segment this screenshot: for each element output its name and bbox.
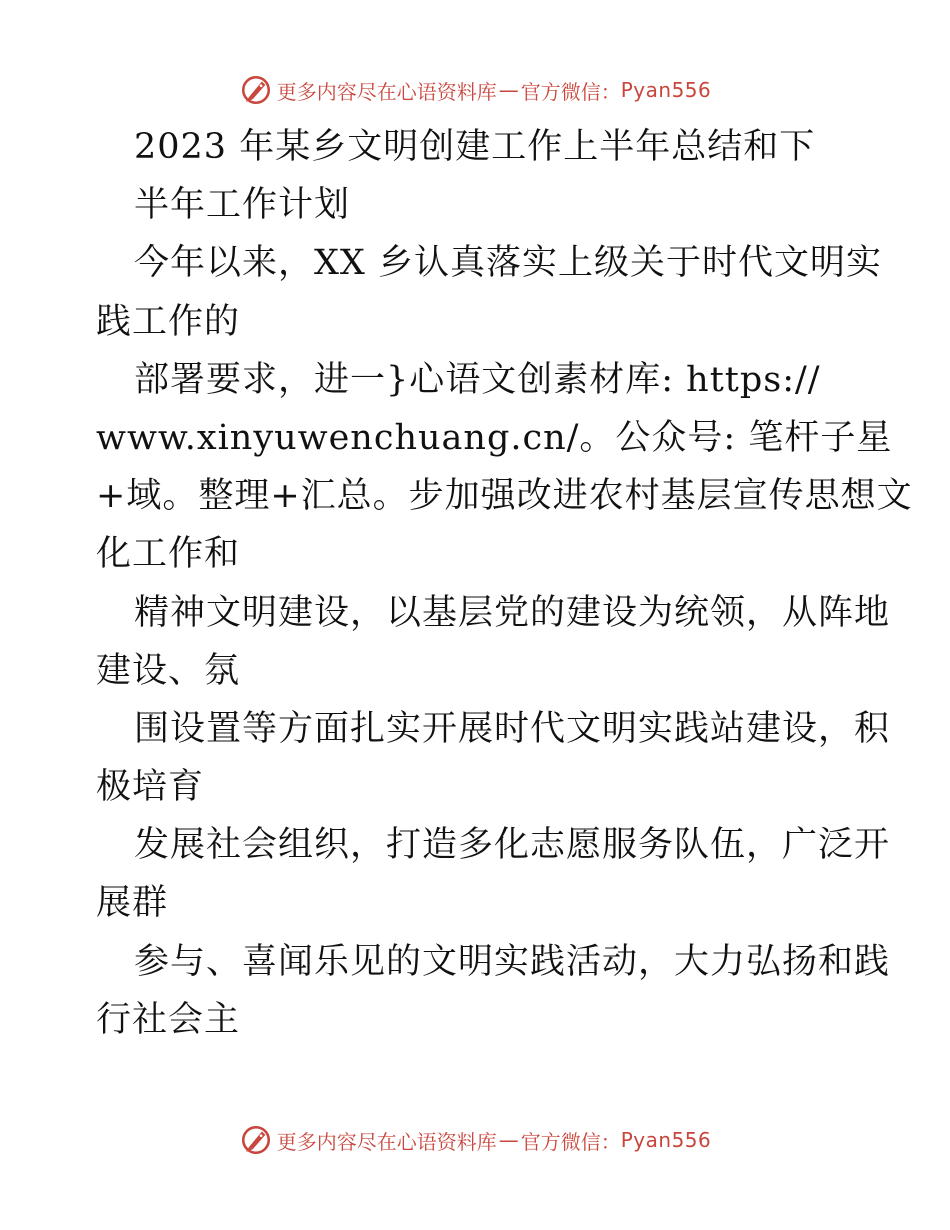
banner-separator: —	[498, 78, 519, 102]
document-line: 展群	[96, 883, 169, 924]
banner-wechat-label: 官方微信：	[520, 1129, 621, 1154]
banner-text: 更多内容尽在心语资料库	[276, 79, 497, 104]
document-line: 极培育	[96, 767, 205, 808]
document-line: 今年以来，XX 乡认真落实上级关于时代文明实	[134, 243, 882, 284]
banner-text: 更多内容尽在心语资料库	[276, 1129, 497, 1154]
banner-wechat-id: Pyan556	[620, 78, 712, 102]
document-line: 围设置等方面扎实开展时代文明实践站建设，积	[134, 708, 891, 749]
document-line: 部署要求，进一}心语文创素材库: https://	[134, 359, 821, 400]
document-line: +域。整理+汇总。步加强改进农村基层宣传思想文	[96, 476, 913, 517]
document-line: 参与、喜闻乐见的文明实践活动，大力弘扬和践	[134, 941, 891, 982]
document-line: www.xinyuwenchuang.cn/。公众号: 笔杆子星	[96, 417, 893, 458]
document-line: 2023 年某乡文明创建工作上半年总结和下	[134, 127, 816, 167]
document-line: 发展社会组织，打造多化志愿服务队伍，广泛开	[134, 825, 891, 866]
header-watermark-banner	[0, 68, 950, 112]
document-body	[96, 118, 913, 1049]
banner-separator: —	[498, 1128, 519, 1152]
banner-wechat-label: 官方微信：	[520, 79, 621, 104]
banner-wechat-id: Pyan556	[620, 1128, 712, 1152]
document-line: 化工作和	[96, 534, 241, 575]
document-line: 精神文明建设，以基层党的建设为统领，从阵地	[134, 592, 891, 633]
document-line: 半年工作计划	[134, 185, 351, 226]
document-line: 践工作的	[96, 301, 241, 342]
document-line: 行社会主	[96, 999, 241, 1040]
document-line: 建设、氛	[96, 650, 241, 691]
pen-nib-logo-icon	[239, 1123, 273, 1157]
footer-watermark-banner	[0, 1118, 950, 1162]
pen-nib-logo-icon	[239, 73, 273, 107]
